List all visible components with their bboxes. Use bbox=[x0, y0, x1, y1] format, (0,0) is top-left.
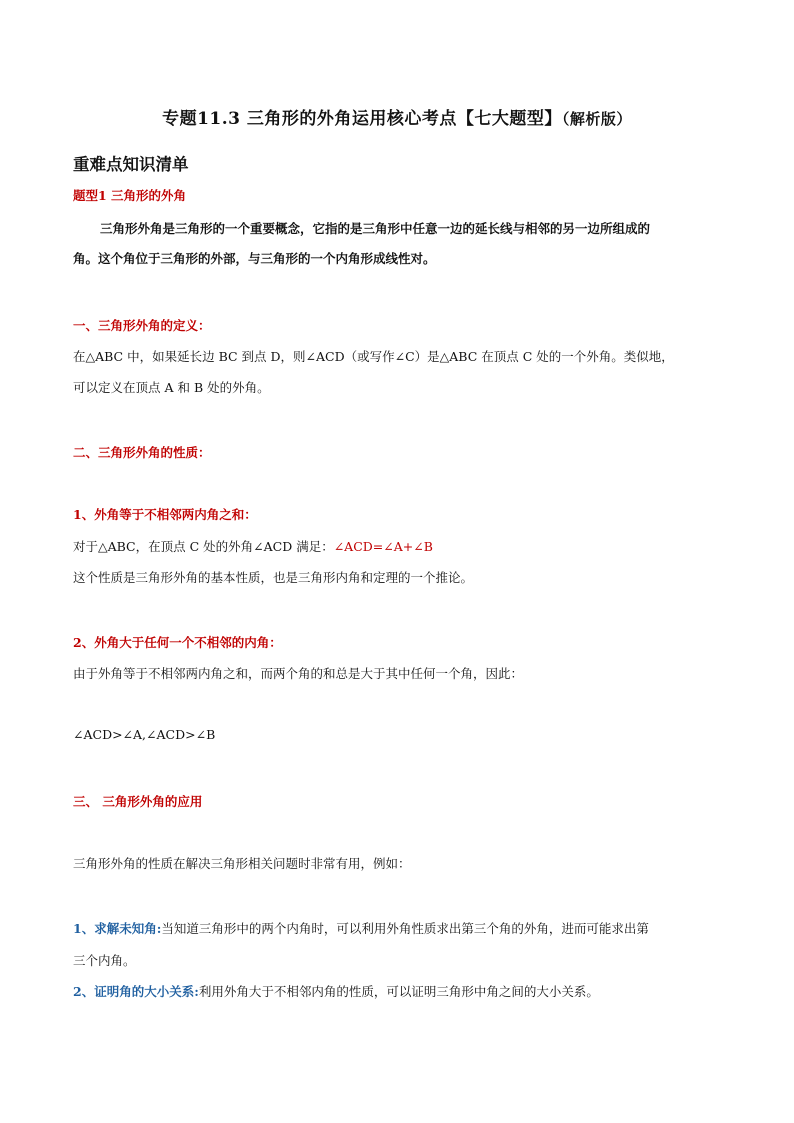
part3-intro: 三角形外角的性质在解决三角形相关问题时非常有用，例如： bbox=[73, 856, 411, 871]
title-suffix: （解析版） bbox=[561, 110, 632, 128]
part3-heading: 三、 三角形外角的应用 bbox=[73, 794, 203, 809]
app2-line bbox=[73, 982, 599, 1000]
part1-line2: 可以定义在顶点 A 和 B 处的外角。 bbox=[73, 380, 270, 395]
app1-text: 当知道三角形中的两个内角时，可以利用外角性质求出第三个角的外角，进而可能求出第 bbox=[161, 921, 649, 936]
part1-line1: 在△ABC 中，如果延长边 BC 到点 D，则∠ACD（或写作∠C）是△ABC 在顶点 C 处的一个外角。类似地， bbox=[73, 349, 674, 364]
prop2-line1: 由于外角等于不相邻两内角之和，而两个角的和总是大于其中任何一个角，因此： bbox=[73, 666, 524, 681]
prop1-line2: 这个性质是三角形外角的基本性质，也是三角形内角和定理的一个推论。 bbox=[73, 570, 474, 585]
section-heading: 重难点知识清单 bbox=[73, 155, 189, 174]
app1-line2: 三个内角。 bbox=[73, 953, 136, 968]
app2-label: 2、证明角的大小关系: bbox=[73, 984, 199, 999]
topic1-intro-line2: 角。这个角位于三角形的外部，与三角形的一个内角形成线性对。 bbox=[73, 251, 436, 266]
title-main: 专题11.3 三角形的外角运用核心考点【七大题型】 bbox=[162, 109, 562, 129]
prop1-line1 bbox=[73, 537, 433, 555]
document-title bbox=[0, 104, 794, 129]
part2-heading: 二、三角形外角的性质： bbox=[73, 445, 211, 460]
topic1-heading: 题型1 三角形的外角 bbox=[73, 188, 187, 203]
prop2-heading: 2、外角大于任何一个不相邻的内角： bbox=[73, 635, 282, 650]
part1-heading: 一、三角形外角的定义： bbox=[73, 318, 211, 333]
app2-text: 利用外角大于不相邻内角的性质，可以证明三角形中角之间的大小关系。 bbox=[198, 984, 599, 999]
app1-line1 bbox=[73, 919, 649, 937]
prop1-heading: 1、外角等于不相邻两内角之和： bbox=[73, 507, 257, 522]
app1-label: 1、求解未知角: bbox=[73, 921, 162, 936]
prop1-line1-text: 对于△ABC，在顶点 C 处的外角∠ACD 满足： bbox=[73, 539, 334, 554]
prop2-formula: ∠ACD>∠A,∠ACD>∠B bbox=[73, 727, 216, 742]
prop1-formula: ∠ACD=∠A+∠B bbox=[333, 539, 433, 554]
topic1-intro-line1: 三角形外角是三角形的一个重要概念，它指的是三角形中任意一边的延长线与相邻的另一边所组成的 bbox=[100, 221, 651, 236]
